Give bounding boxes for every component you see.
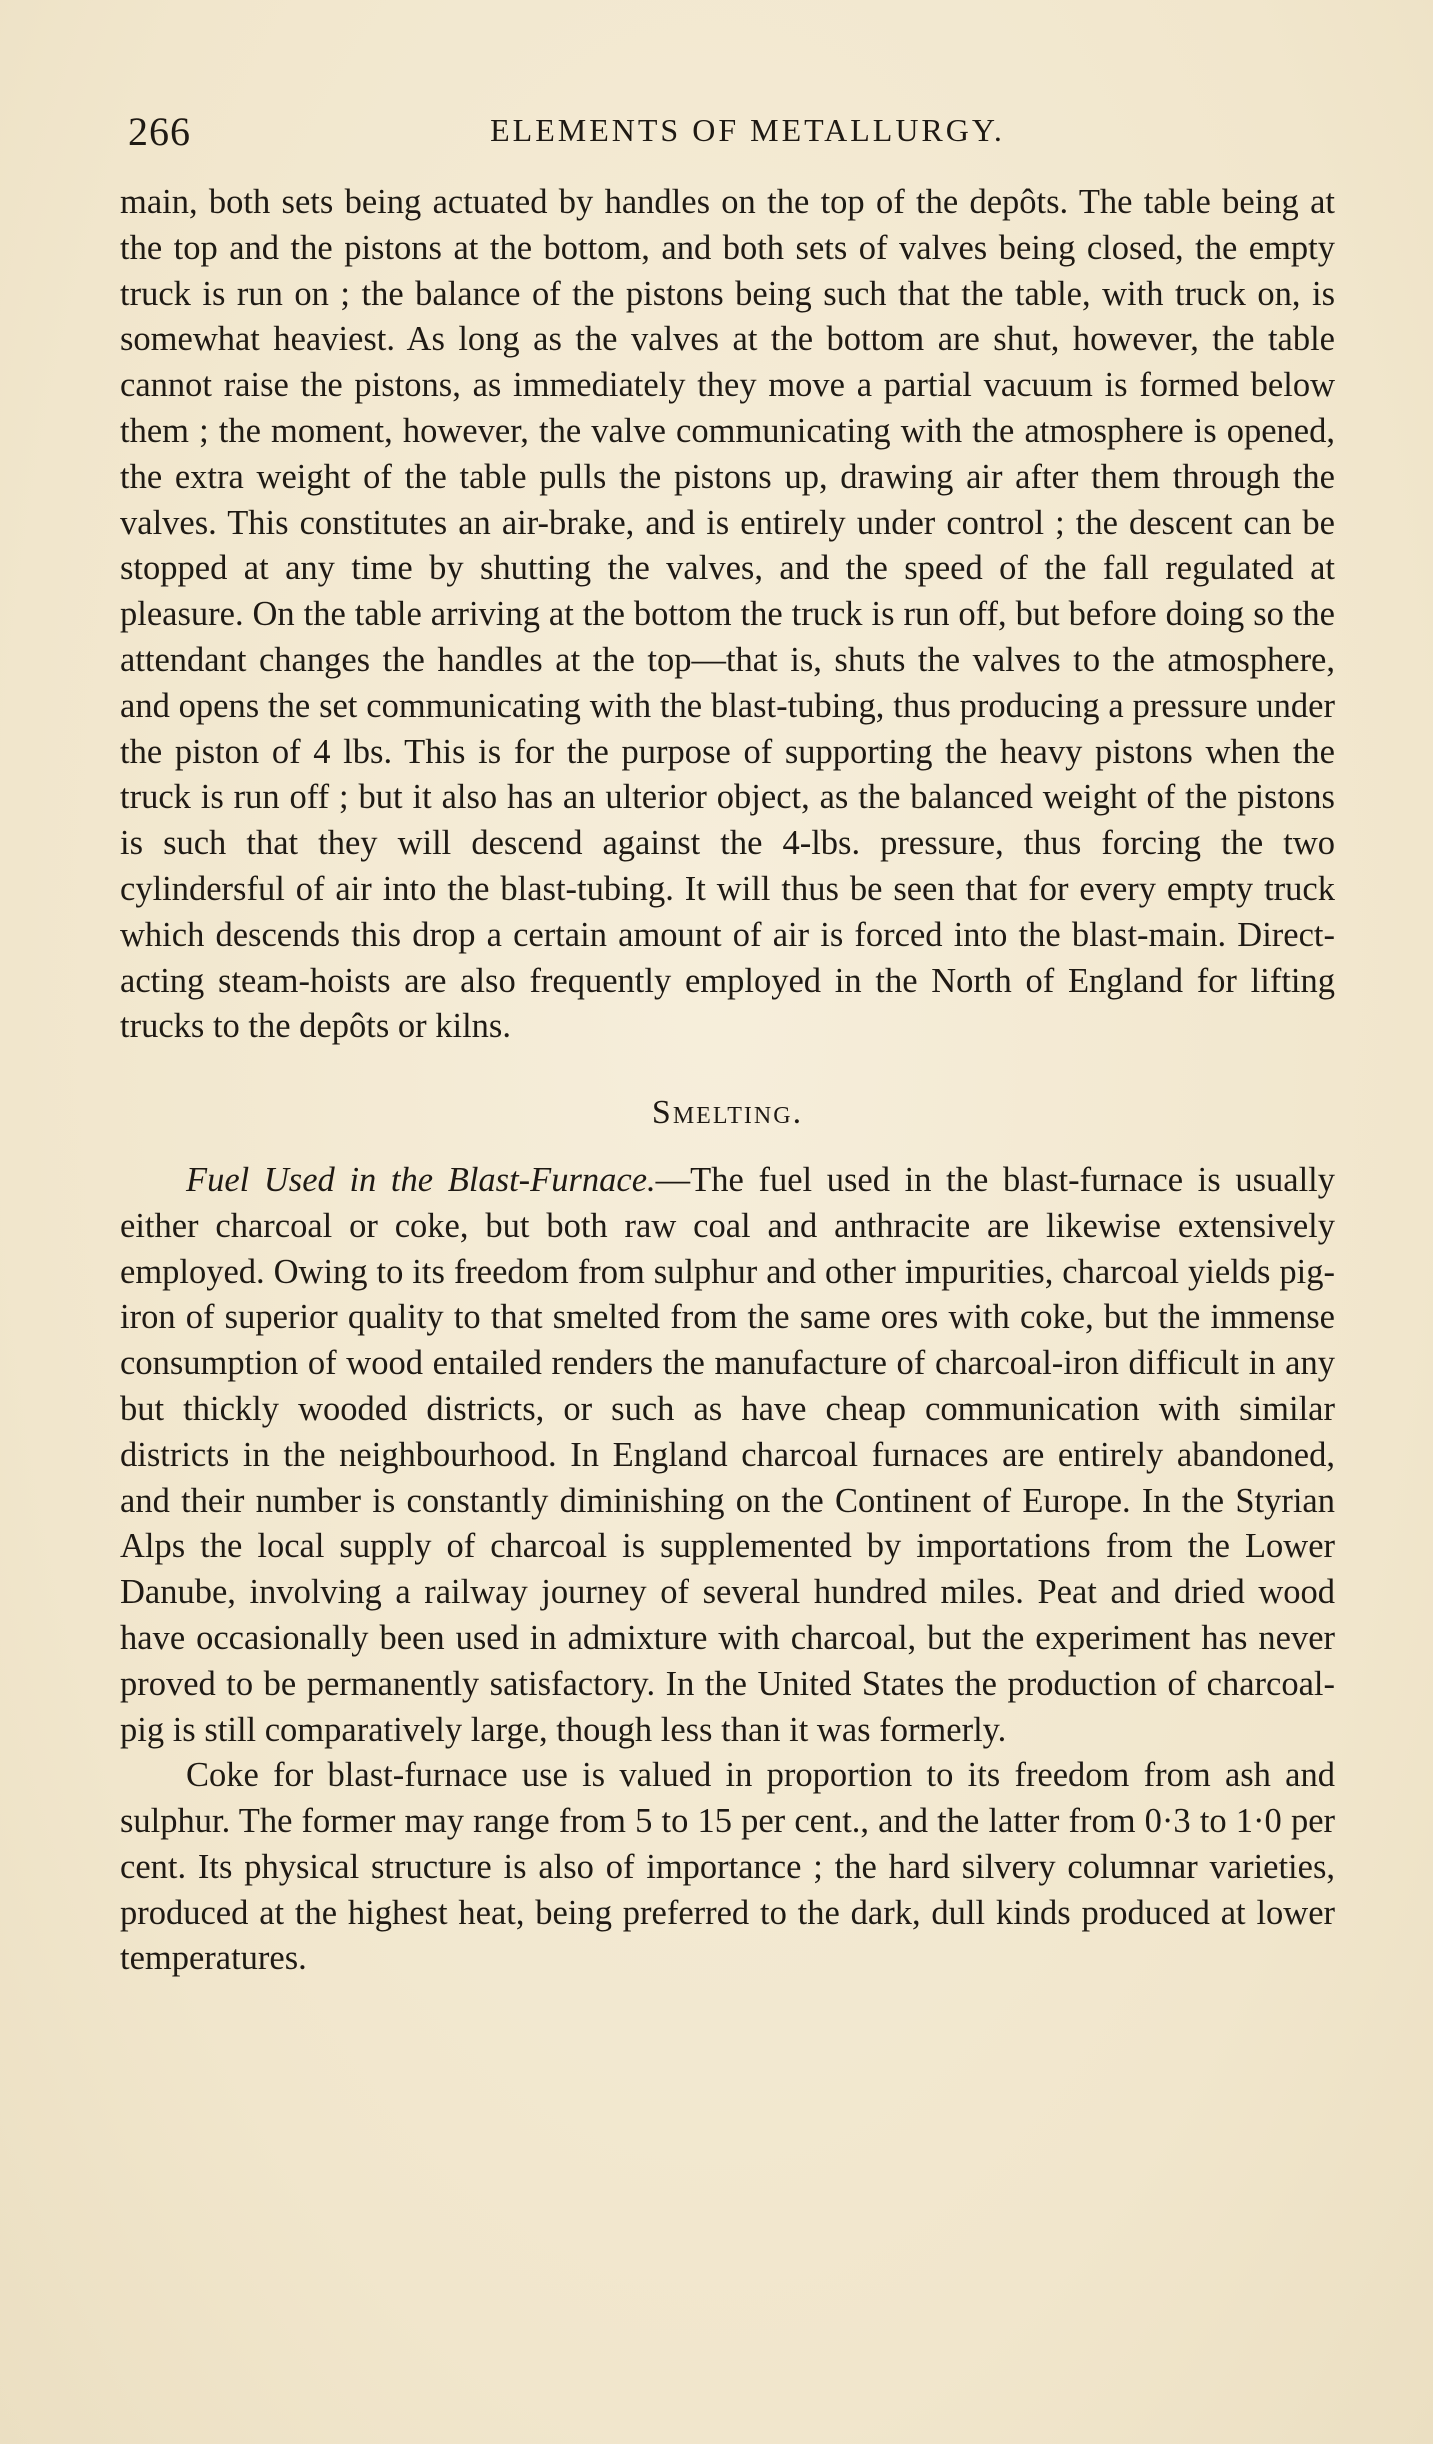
- paragraph-fuel: [120, 1158, 1335, 1753]
- paragraph-coke: Coke for blast-furnace use is valued in proportion to its freedom from ash and sulphur. The former may range from 5 to 15 per cent., and the latter from 0·3 to 1·0 per cent. Its physical structure is also of importance ; the hard silvery columnar varieties, produced at the highest heat, being preferred to the dark, dull kinds produced at lower temperatures.: [120, 1756, 1335, 1978]
- running-head: [120, 108, 1335, 158]
- page-number: 266: [128, 109, 191, 154]
- section-heading: Smelting.: [651, 1094, 804, 1132]
- paragraph-continuation: main, both sets being actuated by handles on the top of the depôts. The table being at the top and the pistons at the bottom, and both sets of valves being closed, the empty truck is run on ; the balance of the pistons being such that the table, with truck on, is somewhat heaviest. As long as the valves at the bottom are shut, however, the table cannot raise the pistons, as immediately they move a partial vacuum is formed below them ; the moment, however, the valve communicating with the atmosphere is opened, the extra weight of the table pulls the pistons up, drawing air after them through the valves. This constitutes an air-brake, and is entirely under control ; the descent can be stopped at any time by shutting the valves, and the speed of the fall regulated at pleasure. On the table arriving at the bottom the truck is run off, but before doing so the attendant changes the handles at the top—that is, shuts the valves to the atmosphere, and opens the set communicating with the blast-tubing, thus producing a pressure under the piston of 4 lbs. This is for the purpose of supporting the heavy pistons when the truck is run off ; but it also has an ulterior object, as the balanced weight of the pistons is such that they will descend against the 4-lbs. pressure, thus forcing the two cylindersful of air into the blast-tubing. It will thus be seen that for every empty truck which descends this drop a certain amount of air is forced into the blast-main. Direct-acting steam-hoists are also frequently employed in the North of England for lifting trucks to the depôts or kilns.: [120, 183, 1335, 1046]
- paragraph-fuel-text: —The fuel used in the blast-furnace is usually either charcoal or coke, but both raw coal and anthracite are likewise extensively employed. Owing to its freedom from sulphur and other impurities, charcoal yields pig-iron of superior quality to that smelted from the same ores with coke, but the immense consumption of wood entailed renders the manufacture of charcoal-iron difficult in any but thickly wooded districts, or such as have cheap communication with similar districts in the neighbourhood. In England charcoal furnaces are entirely abandoned, and their number is constantly diminishing on the Continent of Europe. In the Styrian Alps the local supply of charcoal is supplemented by importations from the Lower Danube, involving a railway journey of several hundred miles. Peat and dried wood have occasionally been used in admixture with charcoal, but the experiment has never proved to be permanently satisfactory. In the United States the production of charcoal-pig is still comparatively large, though less than it was formerly.: [120, 1160, 1335, 1749]
- body-text: [120, 180, 1335, 1982]
- paragraph-run-in-title: Fuel Used in the Blast-Furnace.: [186, 1160, 656, 1199]
- running-title: ELEMENTS OF METALLURGY.: [490, 112, 1005, 148]
